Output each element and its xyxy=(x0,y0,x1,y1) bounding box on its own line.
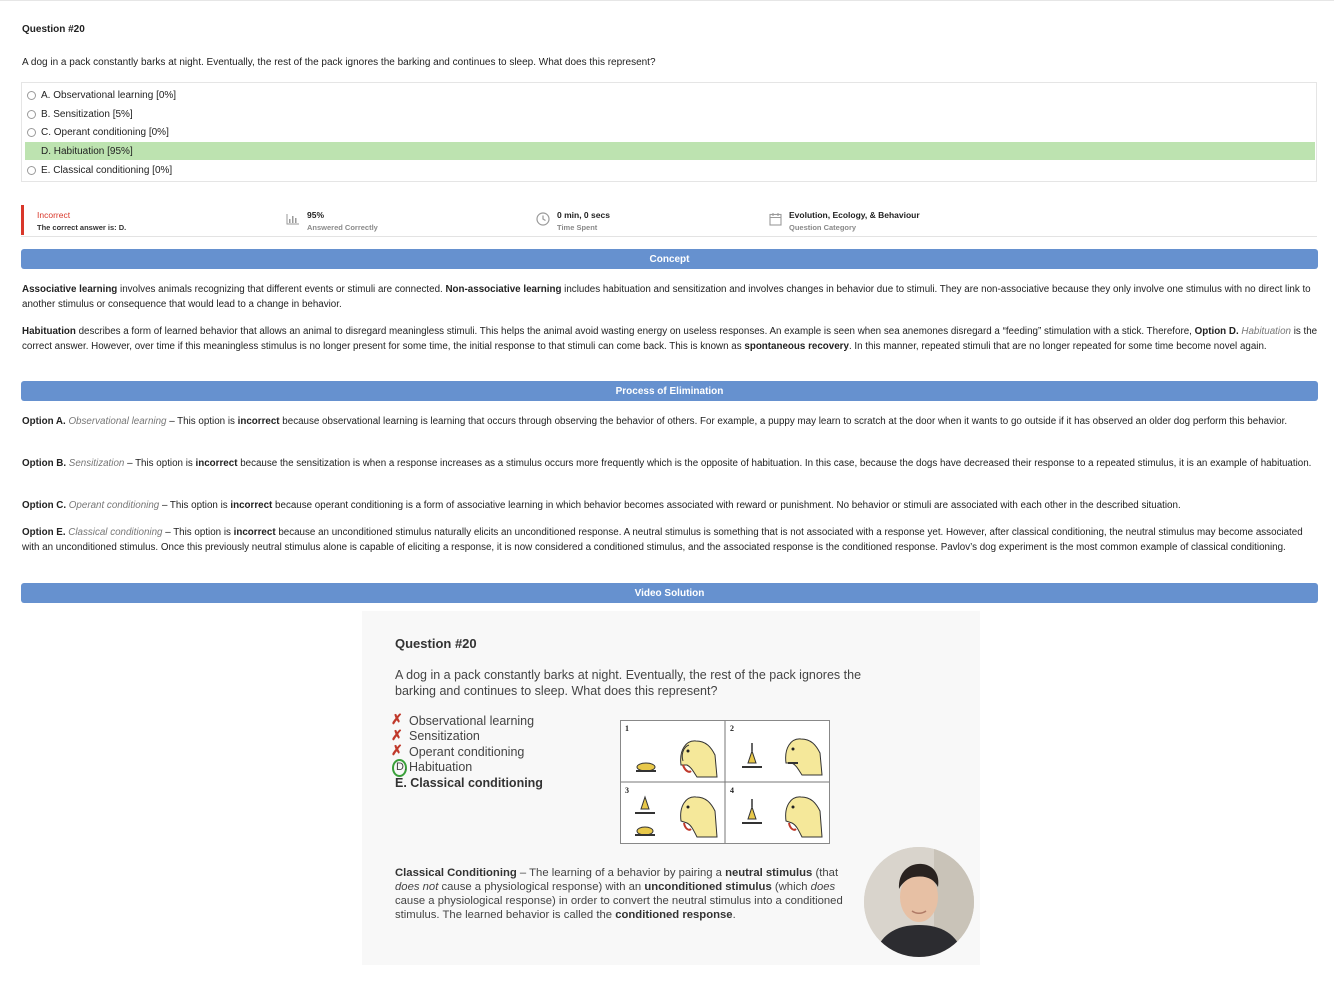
diagram-panel-2 xyxy=(726,721,829,781)
clock-icon xyxy=(536,212,550,226)
question-category: Evolution, Ecology, & Behaviour xyxy=(789,210,920,220)
dog-food-illustration xyxy=(631,735,721,779)
term-spontaneous-recovery: spontaneous recovery xyxy=(744,341,849,352)
bar-chart-icon xyxy=(286,213,300,225)
term: conditioned response xyxy=(615,909,733,921)
text: is the correct answer. However, over time if this meaningless stimulus is no longer present for some time, the initial response to that stimuli can come back. This is known as xyxy=(22,326,1318,352)
text: describes a form of learned behavior that allows an animal to disregard meaningless stimuli. This helps the animal avoid wasting energy on useless responses. An example is seen when sea anemones disregard a “feeding” stimulation with a stick. Therefore, xyxy=(75,326,1195,337)
option-d-ref: Option D. xyxy=(1194,326,1239,337)
radio-button[interactable] xyxy=(27,110,36,119)
elimination-option-b xyxy=(22,456,1318,471)
video-question-title: Question #20 xyxy=(395,636,477,651)
answer-options xyxy=(21,82,1317,182)
classical-conditioning-diagram xyxy=(620,720,830,844)
emphasis: does xyxy=(810,881,836,893)
option-ref: Option C. xyxy=(22,500,67,511)
option-name: Observational learning xyxy=(65,416,167,427)
concept-paragraph-1 xyxy=(22,282,1318,312)
text: . xyxy=(732,909,736,921)
video-solution-banner: Video Solution xyxy=(21,583,1318,603)
text: – This option is xyxy=(162,527,234,538)
option-name: Classical conditioning xyxy=(65,527,163,538)
text: (which xyxy=(771,881,811,893)
term: neutral stimulus xyxy=(725,867,813,879)
option-label: A. Observational learning [0%] xyxy=(41,89,177,101)
term: Classical Conditioning xyxy=(395,867,517,879)
option-a[interactable] xyxy=(25,86,1315,104)
video-question-stem: A dog in a pack constantly barks at night. Eventually, the rest of the pack ignores the barking and continues to sleep. What does this represent? xyxy=(395,668,862,698)
time-spent-label: Time Spent xyxy=(557,223,598,232)
diagram-panel-3 xyxy=(621,783,724,843)
panel-number: 3 xyxy=(625,786,629,795)
text: involves animals recognizing that different events or stimuli are connected. xyxy=(117,284,446,295)
radio-button[interactable] xyxy=(27,128,36,137)
percent-correct-label: Answered Correctly xyxy=(307,223,378,232)
option-ref: Option B. xyxy=(22,458,67,469)
question-category-label: Question Category xyxy=(789,223,857,232)
term-associative-learning: Associative learning xyxy=(22,284,118,295)
classical-conditioning-definition xyxy=(395,866,850,922)
radio-button[interactable] xyxy=(27,91,36,100)
verdict: incorrect xyxy=(230,500,273,511)
verdict: incorrect xyxy=(237,416,280,427)
text: – This option is xyxy=(159,500,231,511)
result-status: Incorrect xyxy=(37,210,71,220)
video-option-b: Sensitization xyxy=(409,729,480,743)
option-label: B. Sensitization [5%] xyxy=(41,108,133,120)
video-option-c: Operant conditioning xyxy=(409,745,525,759)
video-option-e: E. Classical conditioning xyxy=(395,776,543,790)
panel-number: 2 xyxy=(730,724,734,733)
top-divider xyxy=(0,0,1334,1)
text: because an unconditioned stimulus naturally elicits an unconditioned response. A neutral stimulus is something that is not associated with a response yet. However, after classical conditioning, the neutral stimulus may become associated with an unconditioned stimulus. Once this previously neutral stimulus alone is capable of eliciting a response, it is now considered a conditioned stimulus, and the associated response is the conditioned response. Pavlov’s dog experiment is the most common example of classical conditioning. xyxy=(22,527,1303,553)
diagram-panel-1 xyxy=(621,721,724,781)
cross-mark-icon: ✗ xyxy=(391,727,403,743)
radio-button[interactable] xyxy=(27,166,36,175)
elimination-option-e xyxy=(22,525,1318,555)
text: – This option is xyxy=(166,416,238,427)
option-name: Sensitization xyxy=(66,458,125,469)
text: – This option is xyxy=(124,458,196,469)
text: cause a physiological response) in order to convert the neutral stimulus into a conditioned stimulus. The learned behavior is called the xyxy=(395,895,843,921)
option-ref: Option A. xyxy=(22,416,66,427)
text: because operant conditioning is a form of associative learning in which behavior becomes associated with reward or punishment. No behavior or stimuli are associated with each other in the described situation. xyxy=(272,500,1181,511)
elimination-option-a xyxy=(22,414,1318,429)
option-label: C. Operant conditioning [0%] xyxy=(41,126,169,138)
option-ref: Option E. xyxy=(22,527,66,538)
percent-correct: 95% xyxy=(307,210,325,220)
text: includes habituation and sensitization and involves changes in behavior due to stimuli. They are non-associative because they only involve one stimulus with no direct link to another stimulus or consequence that would lead to a change in behavior. xyxy=(22,284,1311,310)
calendar-icon xyxy=(769,212,782,226)
incorrect-indicator-bar xyxy=(21,205,24,235)
option-d[interactable] xyxy=(25,142,1315,160)
concept-banner: Concept xyxy=(21,249,1318,269)
term-non-associative-learning: Non-associative learning xyxy=(445,284,562,295)
dog-bell-illustration xyxy=(736,733,826,779)
video-option-a: Observational learning xyxy=(409,714,535,728)
concept-paragraph-2 xyxy=(22,324,1318,354)
cross-mark-icon: ✗ xyxy=(391,711,403,727)
presenter-icon xyxy=(864,847,974,957)
dog-bell-salivating-illustration xyxy=(736,791,826,843)
presenter-webcam-avatar xyxy=(864,847,974,957)
dog-bell-food-illustration xyxy=(629,791,721,843)
diagram-panel-4 xyxy=(726,783,829,843)
text: (that xyxy=(812,867,839,879)
term-habituation: Habituation xyxy=(22,326,76,337)
emphasis: does not xyxy=(395,881,439,893)
option-b[interactable] xyxy=(25,105,1315,123)
text: . In this manner, repeated stimuli that are no longer repeated for some time become novel again. xyxy=(848,341,1267,352)
correct-answer-text: The correct answer is: D. xyxy=(37,223,127,232)
panel-number: 1 xyxy=(625,724,629,733)
term: unconditioned stimulus xyxy=(644,881,772,893)
panel-number: 4 xyxy=(730,786,734,795)
option-c[interactable] xyxy=(25,123,1315,141)
result-stats-bar xyxy=(21,205,1317,237)
text: – The learning of a behavior by pairing a xyxy=(516,867,726,879)
verdict: incorrect xyxy=(233,527,276,538)
question-stem: A dog in a pack constantly barks at night. Eventually, the rest of the pack ignores the barking and continues to sleep. What does this represent? xyxy=(22,57,656,68)
text: cause a physiological response) with an xyxy=(438,881,645,893)
text: because the sensitization is when a response increases as a stimulus occurs more frequently which is the opposite of habituation. In this case, because the dogs have decreased their response to a repeated stimulus, it is an example of habituation. xyxy=(237,458,1312,469)
option-name: Operant conditioning xyxy=(66,500,160,511)
verdict: incorrect xyxy=(195,458,238,469)
option-label: D. Habituation [95%] xyxy=(41,145,133,157)
text: because observational learning is learning that occurs through observing the behavior of others. For example, a puppy may learn to scratch at the door when it wants to go outside if it has observed an older dog perform this behavior. xyxy=(279,416,1288,427)
option-d-name: Habituation xyxy=(1238,326,1291,337)
elimination-option-c xyxy=(22,498,1318,513)
cross-mark-icon: ✗ xyxy=(391,742,403,758)
video-option-d-letter: D. xyxy=(396,761,407,773)
option-label: E. Classical conditioning [0%] xyxy=(41,164,173,176)
time-spent: 0 min, 0 secs xyxy=(557,210,610,220)
process-of-elimination-banner: Process of Elimination xyxy=(21,381,1318,401)
video-player[interactable] xyxy=(362,611,980,965)
option-e[interactable] xyxy=(25,161,1315,179)
video-option-d: Habituation xyxy=(409,760,473,774)
question-title: Question #20 xyxy=(22,24,85,35)
